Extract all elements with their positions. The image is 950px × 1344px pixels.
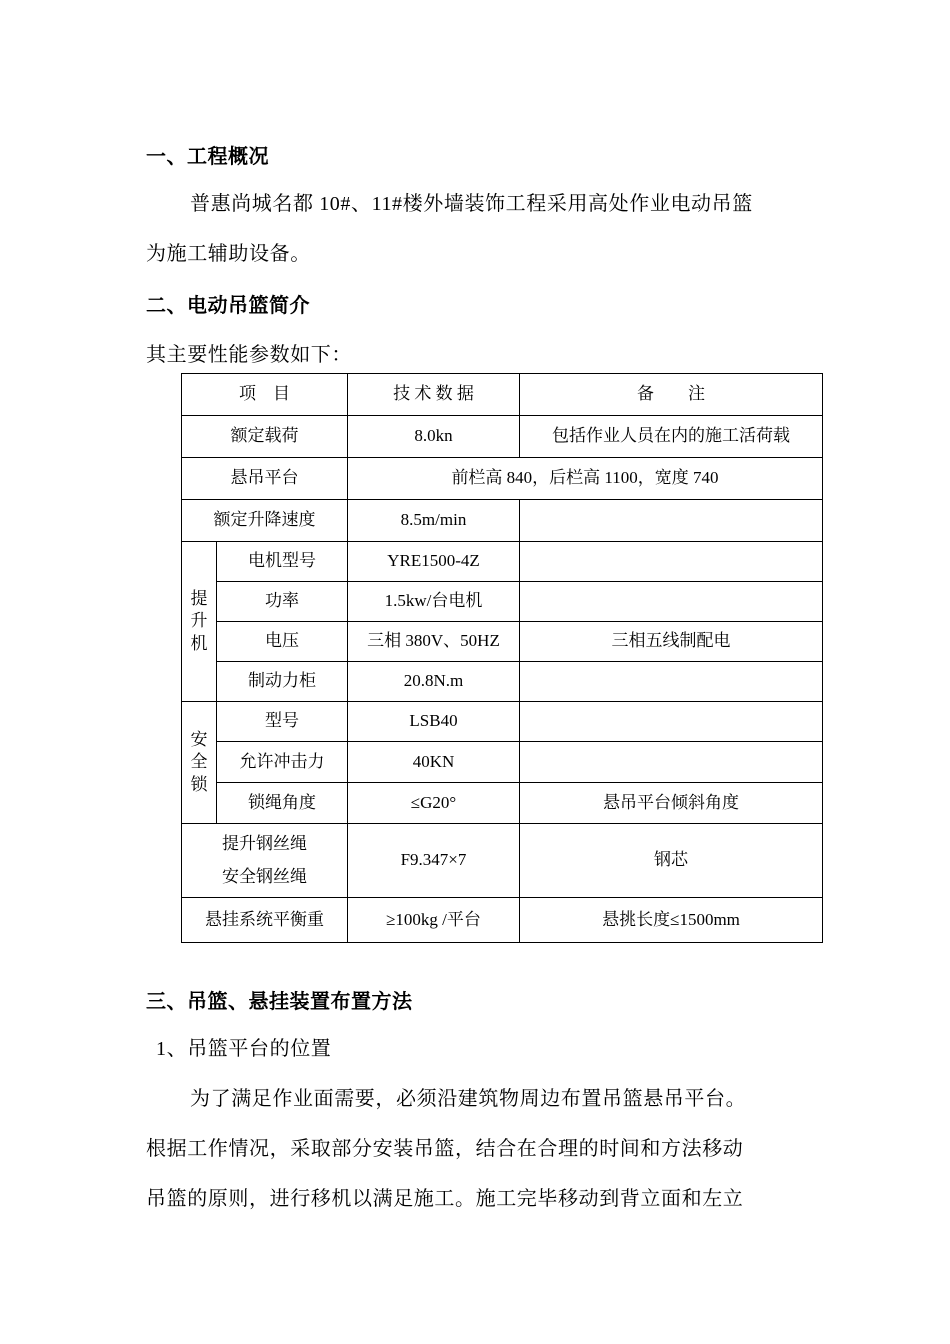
lock-row-note <box>520 702 823 742</box>
spec-table <box>181 373 823 943</box>
table-row-hoist-motor <box>182 542 823 582</box>
lock-row-note <box>520 742 823 783</box>
section-3-subheading: 1、吊篮平台的位置 <box>156 1038 332 1060</box>
hoist-group-char-2: 升 <box>190 611 208 631</box>
section-3-paragraph-line-1: 为了满足作业面需要，必须沿建筑物周边布置吊篮悬吊平台。 <box>190 1088 747 1110</box>
counterweight-label: 悬挂系统平衡重 <box>182 898 348 943</box>
table-row-lift-speed <box>182 500 823 542</box>
section-3-paragraph-line-3: 吊篮的原则，进行移机以满足施工。施工完毕移动到背立面和左立 <box>146 1188 744 1210</box>
hoist-row-label: 制动力柜 <box>217 662 348 702</box>
platform-label: 悬吊平台 <box>182 458 348 500</box>
lock-row-value: LSB40 <box>348 702 520 742</box>
wire-rope-label-1: 提升钢丝绳 <box>222 834 307 854</box>
section-1-heading: 一、工程概况 <box>146 146 269 168</box>
hoist-row-value: 1.5kw/台电机 <box>348 582 520 622</box>
table-row-wire-rope <box>182 824 823 898</box>
lock-group-char-2: 全 <box>190 752 208 772</box>
hoist-group-char-3: 机 <box>190 633 208 653</box>
table-header-row <box>182 374 823 416</box>
wire-rope-label <box>182 824 348 898</box>
lock-row-label: 锁绳角度 <box>217 783 348 824</box>
rated-load-value: 8.0kn <box>348 416 520 458</box>
hoist-row-label: 功率 <box>217 582 348 622</box>
hoist-group-label <box>182 542 217 702</box>
table-row-hoist-brake <box>182 662 823 702</box>
hoist-row-label: 电机型号 <box>217 542 348 582</box>
table-row-rated-load <box>182 416 823 458</box>
rated-load-label: 额定载荷 <box>182 416 348 458</box>
table-row-hoist-voltage <box>182 622 823 662</box>
header-note: 备 注 <box>520 374 823 416</box>
header-item: 项 目 <box>182 374 348 416</box>
hoist-row-label: 电压 <box>217 622 348 662</box>
hoist-row-note: 三相五线制配电 <box>520 622 823 662</box>
platform-value: 前栏高 840，后栏高 1100，宽度 740 <box>348 458 823 500</box>
hoist-row-value: 20.8N.m <box>348 662 520 702</box>
counterweight-value: ≥100kg /平台 <box>348 898 520 943</box>
table-row-lock-angle <box>182 783 823 824</box>
rated-load-note: 包括作业人员在内的施工活荷载 <box>520 416 823 458</box>
lock-row-note: 悬吊平台倾斜角度 <box>520 783 823 824</box>
section-1-paragraph-line-1: 普惠尚城名都 10#、11#楼外墙装饰工程采用高处作业电动吊篮 <box>190 193 753 215</box>
lift-speed-value: 8.5m/min <box>348 500 520 542</box>
table-row-lock-impact <box>182 742 823 783</box>
hoist-row-value: YRE1500-4Z <box>348 542 520 582</box>
hoist-row-note <box>520 542 823 582</box>
wire-rope-value: F9.347×7 <box>348 824 520 898</box>
lock-row-value: ≤G20° <box>348 783 520 824</box>
table-intro: 其主要性能参数如下： <box>146 344 352 366</box>
table-row-lock-model <box>182 702 823 742</box>
table-row-platform <box>182 458 823 500</box>
wire-rope-label-2: 安全钢丝绳 <box>222 866 307 886</box>
counterweight-note: 悬挑长度≤1500mm <box>520 898 823 943</box>
section-3-heading: 三、吊篮、悬挂装置布置方法 <box>146 991 413 1013</box>
header-data: 技 术 数 据 <box>348 374 520 416</box>
lift-speed-note <box>520 500 823 542</box>
hoist-row-note <box>520 582 823 622</box>
hoist-row-note <box>520 662 823 702</box>
section-3-paragraph-line-2: 根据工作情况，采取部分安装吊篮，结合在合理的时间和方法移动 <box>146 1138 744 1160</box>
section-1-paragraph-line-2: 为施工辅助设备。 <box>146 243 311 265</box>
lift-speed-label: 额定升降速度 <box>182 500 348 542</box>
safety-lock-group-label <box>182 702 217 824</box>
hoist-group-char-1: 提 <box>190 589 208 609</box>
lock-row-label: 型号 <box>217 702 348 742</box>
lock-group-char-3: 锁 <box>190 774 208 794</box>
lock-group-char-1: 安 <box>190 730 208 750</box>
table-row-hoist-power <box>182 582 823 622</box>
table-row-counterweight <box>182 898 823 943</box>
wire-rope-note: 钢芯 <box>520 824 823 898</box>
section-2-heading: 二、电动吊篮简介 <box>146 295 310 317</box>
lock-row-label: 允许冲击力 <box>217 742 348 783</box>
lock-row-value: 40KN <box>348 742 520 783</box>
hoist-row-value: 三相 380V、50HZ <box>348 622 520 662</box>
